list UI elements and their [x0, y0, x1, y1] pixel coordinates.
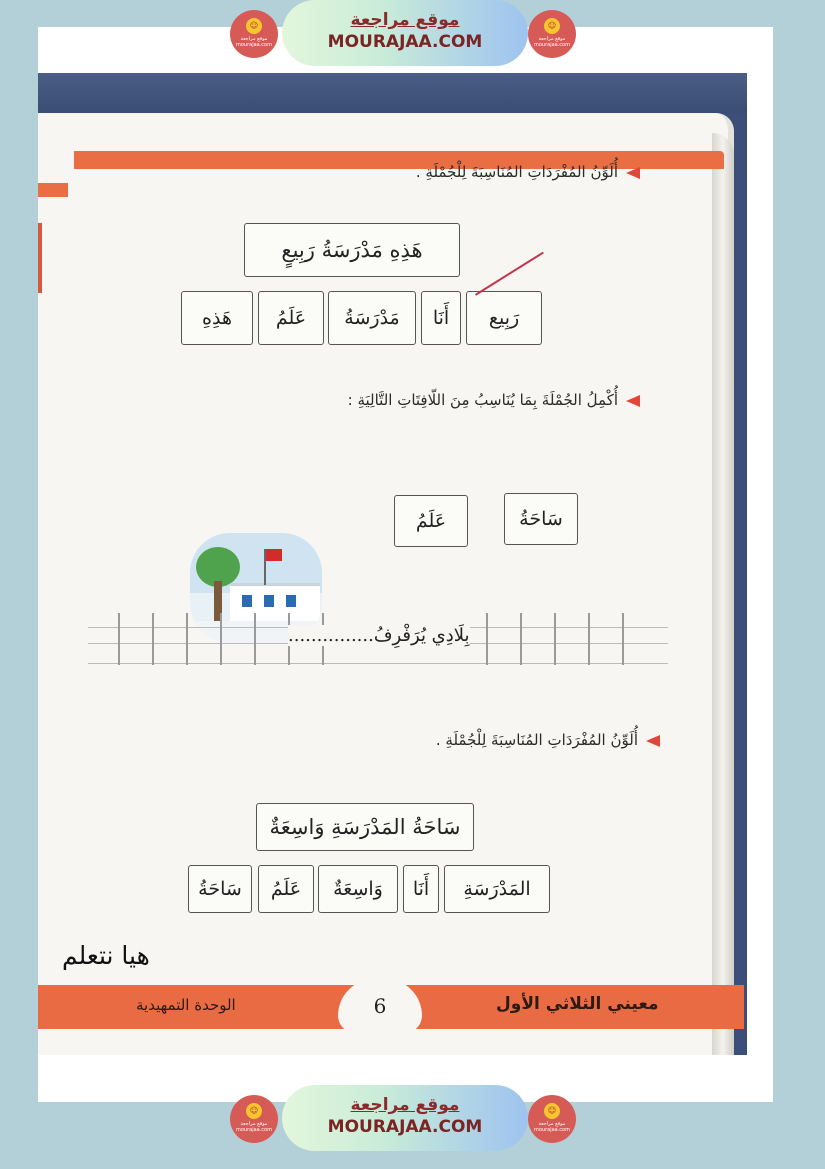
exercise2-sentence: بِلَادِي يُرَفْرِفُ............... [288, 625, 470, 646]
page-edge [712, 133, 734, 1055]
site-name-english: MOURAJAA.COM [327, 1117, 483, 1137]
exercise3-word-4[interactable]: عَلَمُ [258, 865, 314, 913]
site-banner[interactable] [282, 1085, 528, 1151]
site-logo-left [230, 10, 278, 58]
exercise1-word-4[interactable]: عَلَمُ [258, 291, 324, 345]
word-label: رَبِيع [488, 307, 520, 329]
logo-badge-icon: ☺ [544, 1103, 560, 1119]
site-footer [230, 1085, 600, 1157]
exercise2-instruction: أُكْمِلُ الجُمْلَةَ بِمَا يُنَاسِبُ مِنَ اللّافِتَاتِ التَّالِيَةِ : [347, 391, 618, 409]
exercise3-word-3[interactable]: وَاسِعَةٌ [318, 865, 398, 913]
exercise1-word-5[interactable]: هَذِهِ [181, 291, 253, 345]
site-banner[interactable] [282, 0, 528, 66]
site-name-arabic: موقع مراجعة [350, 1095, 460, 1115]
fabric-background [38, 73, 747, 113]
logo-caption: موقع مراجعة mourajaa.com [533, 36, 570, 48]
worksheet-photo [38, 73, 747, 1055]
site-logo-right [528, 10, 576, 58]
instruction-arrow-icon [626, 395, 640, 407]
exercise3-word-5[interactable]: سَاحَةُ [188, 865, 252, 913]
exercise3-word-1[interactable]: المَدْرَسَةِ [444, 865, 550, 913]
site-header [230, 0, 600, 72]
exercise3-word-2[interactable]: أَنَا [403, 865, 439, 913]
exercise2-word-1[interactable]: سَاحَةُ [504, 493, 578, 545]
left-margin-mark [38, 223, 42, 293]
site-logo-right [528, 1095, 576, 1143]
logo-caption: موقع مراجعة mourajaa.com [533, 1121, 570, 1133]
page-number: 6 [338, 979, 422, 1033]
unit-title: الوحدة التمهيدية [136, 996, 236, 1014]
logo-badge-icon: ☺ [246, 1103, 262, 1119]
instruction-arrow-icon [626, 167, 640, 179]
book-title: معيني الثلاثي الأول [496, 994, 659, 1014]
logo-badge-icon: ☺ [246, 18, 262, 34]
flag-icon [266, 549, 282, 561]
exercise1-word-2[interactable]: أَنَا [421, 291, 461, 345]
exercise3-instruction: أُلَوِّنُ المُفْرَدَاتِ المُنَاسِبَةَ لِلْجُمْلَةِ . [435, 731, 638, 749]
logo-caption: موقع مراجعة mourajaa.com [235, 1121, 272, 1133]
exercise2-word-2[interactable]: عَلَمُ [394, 495, 468, 547]
instruction-arrow-icon [646, 735, 660, 747]
exercise1-word-3[interactable]: مَدْرَسَةُ [328, 291, 416, 345]
exercise1-sentence-box: هَذِهِ مَدْرَسَةُ رَبِيعٍ [244, 223, 460, 277]
logo-caption: موقع مراجعة mourajaa.com [235, 36, 272, 48]
exercise3-sentence-box: سَاحَةُ المَدْرَسَةِ وَاسِعَةٌ [256, 803, 474, 851]
site-logo-left [230, 1095, 278, 1143]
site-name-arabic: موقع مراجعة [350, 10, 460, 30]
exercise1-word-1[interactable] [466, 291, 542, 345]
exercise1-instruction: أُلَوِّنُ المُفْرَدَاتِ المُنَاسِبَةَ لِلْجُمْلَةِ . [415, 163, 618, 181]
handwritten-note: هيا نتعلم [62, 941, 150, 970]
logo-badge-icon: ☺ [544, 18, 560, 34]
site-name-english: MOURAJAA.COM [327, 32, 483, 52]
top-orange-band-left [38, 183, 68, 197]
